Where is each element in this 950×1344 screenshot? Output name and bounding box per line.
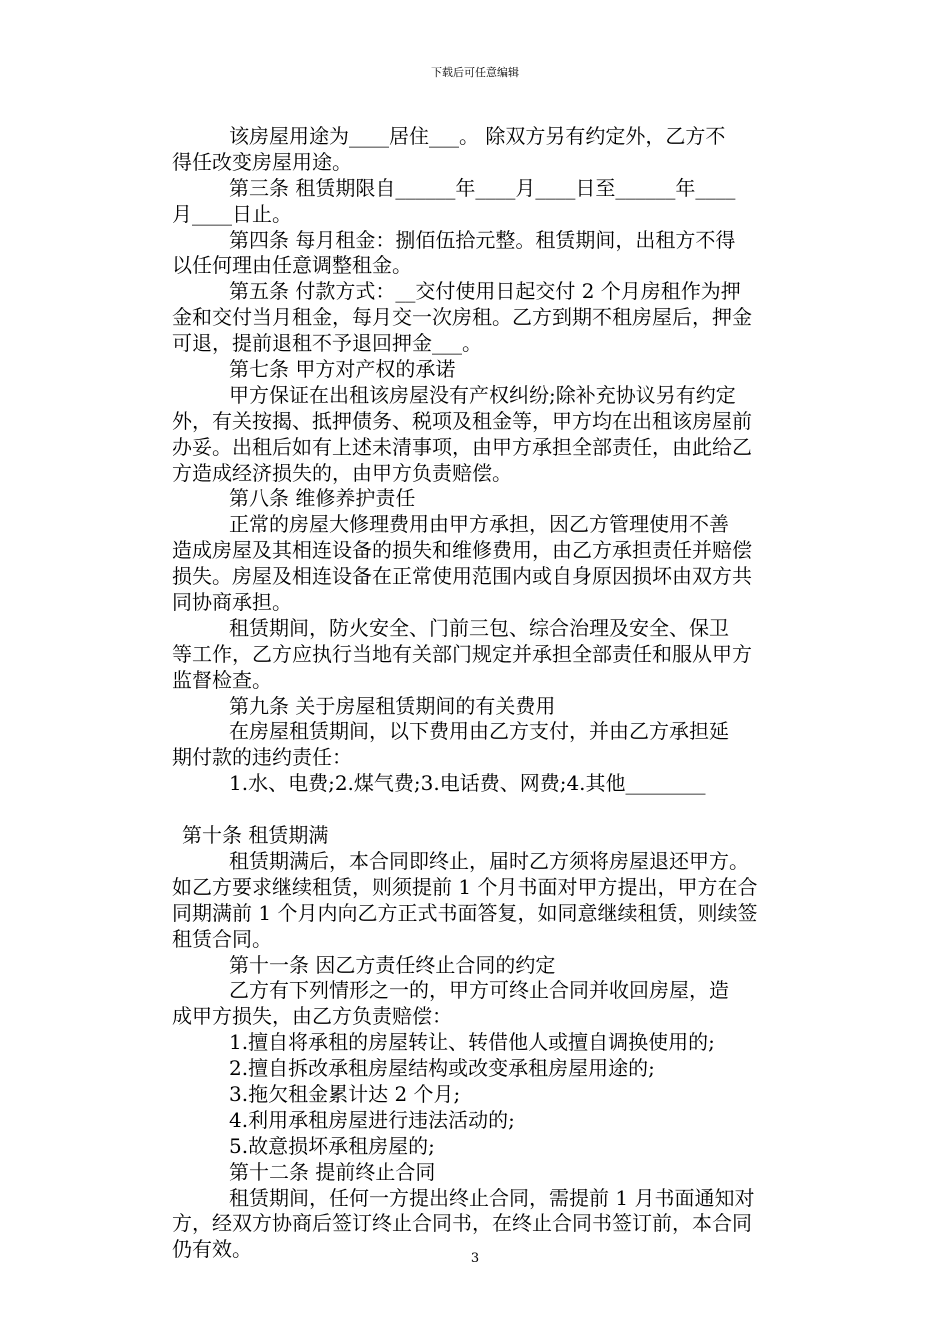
clause-heading: 第九条 关于房屋租赁期间的有关费用 — [229, 693, 556, 718]
text-line: 办妥。出租后如有上述未清事项，由甲方承担全部责任，由此给乙 — [172, 434, 752, 459]
text-line: 以任何理由任意调整租金。 — [172, 253, 412, 278]
clause-heading: 第十二条 提前终止合同 — [229, 1159, 436, 1184]
text-line: 损失。房屋及相连设备在正常使用范围内或自身原因损坏由双方共 — [172, 564, 752, 589]
text-line: 仍有效。 — [172, 1237, 252, 1262]
text-line: 月____日止。 — [172, 201, 292, 226]
text-line: 成甲方损失，由乙方负责赔偿： — [172, 1004, 452, 1029]
clause-heading: 第七条 甲方对产权的承诺 — [229, 357, 456, 382]
blank-line — [172, 797, 792, 823]
clause-heading: 第五条 付款方式：__交付使用日起交付 2 个月房租作为押 — [229, 279, 741, 304]
clause-heading: 第十条 租赁期满 — [182, 823, 329, 848]
list-item: 5.故意损坏承租房屋的; — [229, 1133, 435, 1158]
text-line: 正常的房屋大修理费用由甲方承担，因乙方管理使用不善 — [229, 512, 729, 537]
text-line: 租赁期间，防火安全、门前三包、综合治理及安全、保卫 — [229, 615, 729, 640]
text-line: 外，有关按揭、抵押债务、税项及租金等，甲方均在出租该房屋前 — [172, 408, 752, 433]
list-item: 1.擅自将承租的房屋转让、转借他人或擅自调换使用的; — [229, 1030, 715, 1055]
text-line: 甲方保证在出租该房屋没有产权纠纷;除补充协议另有约定 — [229, 382, 736, 407]
list-item: 1.水、电费;2.煤气费;3.电话费、网费;4.其他________ — [229, 771, 706, 796]
list-item: 4.利用承租房屋进行违法活动的; — [229, 1107, 515, 1132]
text-line: 造成房屋及其相连设备的损失和维修费用，由乙方承担责任并赔偿 — [172, 538, 752, 563]
text-line: 等工作，乙方应执行当地有关部门规定并承担全部责任和服从甲方 — [172, 641, 752, 666]
page-number: 3 — [470, 1251, 480, 1266]
text-line: 乙方有下列情形之一的，甲方可终止合同并收回房屋，造 — [229, 978, 729, 1003]
text-line: 得任改变房屋用途。 — [172, 149, 352, 174]
clause-heading: 第八条 维修养护责任 — [229, 486, 416, 511]
list-item: 3.拖欠租金累计达 2 个月; — [229, 1081, 461, 1106]
header-note: 下载后可任意编辑 — [431, 66, 519, 79]
clause-heading: 第十一条 因乙方责任终止合同的约定 — [229, 952, 556, 977]
text-line: 该房屋用途为____居住___。 除双方另有约定外，乙方不 — [229, 124, 726, 148]
text-line: 如乙方要求继续租赁，则须提前 1 个月书面对甲方提出，甲方在合 — [172, 874, 758, 899]
text-line: 同期满前 1 个月内向乙方正式书面答复，如同意继续租赁，则续签 — [172, 900, 758, 925]
text-line: 方，经双方协商后签订终止合同书，在终止合同书签订前，本合同 — [172, 1211, 752, 1236]
document-body — [172, 124, 792, 1263]
clause-heading: 第三条 租赁期限自______年____月____日至______年____ — [229, 175, 736, 200]
text-line: 可退，提前退租不予退回押金___。 — [172, 331, 482, 356]
text-line: 同协商承担。 — [172, 590, 292, 615]
clause-heading: 第四条 每月租金：捌佰伍拾元整。租赁期间，出租方不得 — [229, 227, 736, 252]
text-line: 租赁期间，任何一方提出终止合同，需提前 1 月书面通知对 — [229, 1185, 755, 1210]
list-item: 2.擅自拆改承租房屋结构或改变承租房屋用途的; — [229, 1056, 655, 1081]
text-line: 期付款的违约责任： — [172, 745, 352, 770]
text-line: 租赁合同。 — [172, 926, 272, 951]
text-line: 在房屋租赁期间，以下费用由乙方支付，并由乙方承担延 — [229, 719, 729, 744]
text-line: 租赁期满后，本合同即终止，届时乙方须将房屋退还甲方。 — [229, 848, 749, 873]
text-line: 方造成经济损失的，由甲方负责赔偿。 — [172, 460, 512, 485]
text-line: 监督检查。 — [172, 667, 272, 692]
text-line: 金和交付当月租金，每月交一次房租。乙方到期不租房屋后，押金 — [172, 305, 752, 330]
